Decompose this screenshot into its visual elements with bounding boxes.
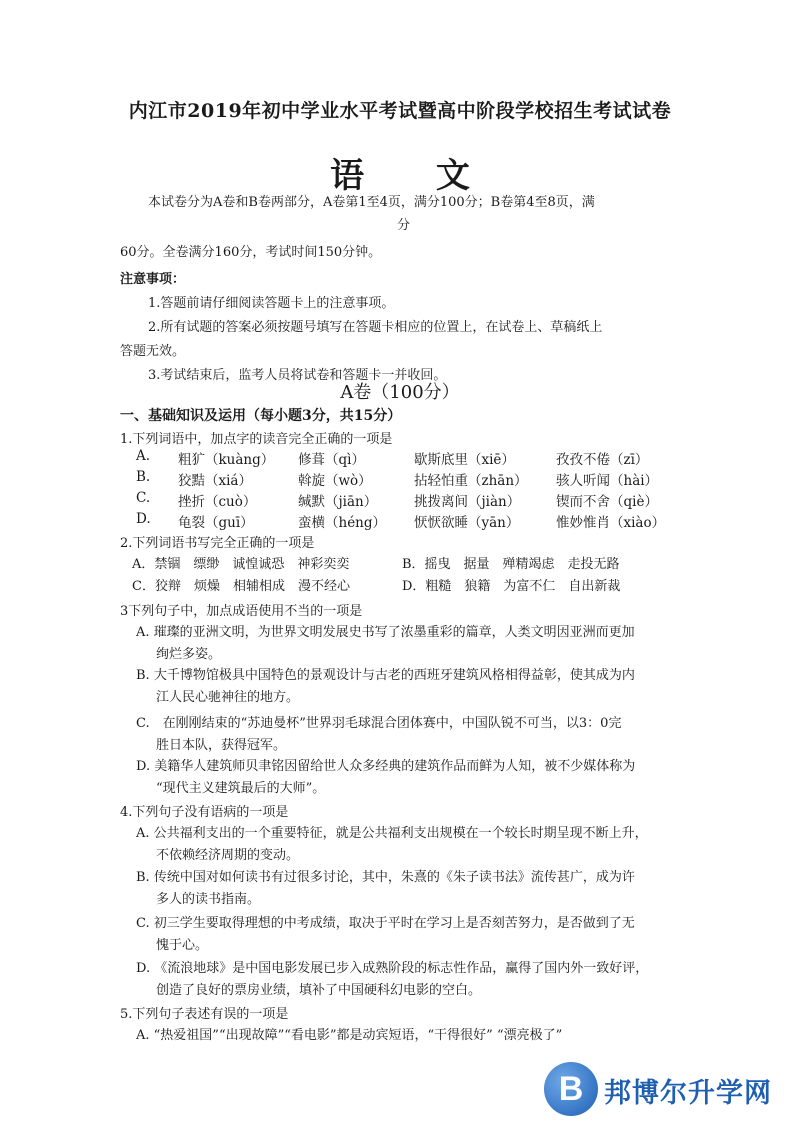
q5-stem: 5.下列句子表述有误的一项是 <box>120 1007 289 1022</box>
exam-title: 内江市2019年初中学业水平考试暨高中阶段学校招生考试试卷 <box>128 100 672 122</box>
q1-term: 狡黠（xiá） <box>178 473 252 489</box>
intro-line-1: 本试卷分为A卷和B卷两部分，A卷第1至4页，满分100分；B卷第4至8页，满 <box>148 195 595 210</box>
q4-option-c: C. 初三学生要取得理想的中考成绩，取决于平时在学习上是否刻苦努力，是否做到了无 <box>136 916 635 931</box>
q1-term: 修葺（qì） <box>298 452 365 468</box>
section-1-heading: 一、基础知识及运用（每小题3分，共15分） <box>120 408 402 424</box>
q4-option-b: B. 传统中国对如何读书有过很多讨论，其中，朱熹的《朱子读书法》流传甚广，成为许 <box>136 870 635 885</box>
q1-term: 蛮横（héng） <box>298 515 387 531</box>
q3-option-c: C. 在刚刚结束的“苏迪曼杯”世界羽毛球混合团体赛中，中国队锐不可当，以3：0完 <box>136 716 622 731</box>
q3-option-a: A. 璀璨的亚洲文明，为世界文明发展史书写了浓墨重彩的篇章，人类文明因亚洲而更加 <box>136 625 635 640</box>
q4-stem: 4.下列句子没有语病的一项是 <box>120 805 289 820</box>
q4-option-d-cont: 创造了良好的票房业绩，填补了中国硬科幻电影的空白。 <box>156 983 482 998</box>
note-item-1: 1.答题前请仔细阅读答题卡上的注意事项。 <box>148 296 395 311</box>
q1-term: 锲而不舍（qiè） <box>556 494 658 510</box>
q3-option-b-cont: 江人民心驰神往的地方。 <box>156 690 300 705</box>
q1-term: 恹恹欲睡（yān） <box>414 515 520 531</box>
q5-option-a: A. “热爱祖国”“出现故障”“看电影”都是动宾短语，“干得很好” “漂亮极了” <box>136 1028 563 1043</box>
note-item-2: 2.所有试题的答案必须按题号填写在答题卡相应的位置上，在试卷上、草稿纸上 <box>148 320 603 335</box>
brand-logo-icon: B <box>544 1062 598 1116</box>
q1-term: 挫折（cuò） <box>178 494 257 510</box>
q2-option-b: B．摇曳 据量 殚精竭虑 走投无路 <box>402 557 620 572</box>
q4-option-c-cont: 愧于心。 <box>156 938 209 953</box>
q4-option-b-cont: 多人的读书指南。 <box>156 892 261 907</box>
q1-term: 缄默（jiān） <box>298 494 378 510</box>
q2-option-c: C．狡辩 烦燥 相辅相成 漫不经心 <box>132 579 350 594</box>
q2-option-d: D．粗糙 狼籍 为富不仁 自出新裁 <box>402 579 621 594</box>
q1-term: 挑拨离间（jiàn） <box>414 494 521 510</box>
q1-term: 粗犷（kuàng） <box>178 452 275 468</box>
q1-term: 惟妙惟肖（xiào） <box>556 515 666 531</box>
q1-term: 斡旋（wò） <box>298 473 372 489</box>
brand-watermark: 邦博尔升学网 <box>604 1078 772 1109</box>
q1-label: A. <box>136 448 151 464</box>
q2-option-a: A．禁锢 缥缈 诚惶诚恐 神彩奕奕 <box>132 557 350 572</box>
q2-stem: 2.下列词语书写完全正确的一项是 <box>120 536 315 551</box>
q3-option-a-cont: 绚烂多姿。 <box>156 647 222 662</box>
q1-term: 龟裂（guī） <box>178 515 254 531</box>
q1-term: 歇斯底里（xiē） <box>414 452 515 468</box>
intro-line-3: 60分。全卷满分160分，考试时间150分钟。 <box>120 245 382 260</box>
part-a-title: A卷（100分） <box>340 382 460 403</box>
q1-label: B. <box>136 469 151 485</box>
q3-stem: 3下列句子中，加点成语使用不当的一项是 <box>120 604 363 619</box>
notes-heading: 注意事项： <box>120 272 186 287</box>
q1-term: 骇人听闻（hài） <box>556 473 659 489</box>
q4-option-a-cont: 不依赖经济周期的变动。 <box>156 848 300 863</box>
note-item-3: 3.考试结束后，监考人员将试卷和答题卡一并收回。 <box>148 368 447 383</box>
q4-option-d: D. 《流浪地球》是中国电影发展已步入成熟阶段的标志性作品，赢得了国内外一致好评， <box>136 961 649 976</box>
intro-line-2: 分 <box>397 218 411 233</box>
q3-option-c-cont: 胜日本队，获得冠军。 <box>156 738 287 753</box>
q1-label: C. <box>136 490 151 506</box>
q3-option-b: B. 大千博物馆极具中国特色的景观设计与古老的西班牙建筑风格相得益彰，使其成为内 <box>136 668 635 683</box>
q3-option-d: D. 美籍华人建筑师贝聿铭因留给世人众多经典的建筑作品而鲜为人知，被不少媒体称为 <box>136 759 636 774</box>
q3-option-d-cont: “现代主义建筑最后的大师”。 <box>156 781 326 796</box>
subject-title: 语 文 <box>330 156 500 196</box>
q1-term: 拈轻怕重（zhān） <box>414 473 528 489</box>
q1-label: D. <box>136 511 151 527</box>
q1-term: 孜孜不倦（zī） <box>556 452 649 468</box>
q4-option-a: A. 公共福利支出的一个重要特征，就是公共福利支出规模在一个较长时期呈现不断上升， <box>136 826 648 841</box>
note-item-2-cont: 答题无效。 <box>120 344 186 359</box>
q1-stem: 1.下列词语中，加点字的读音完全正确的一项是 <box>120 432 393 447</box>
